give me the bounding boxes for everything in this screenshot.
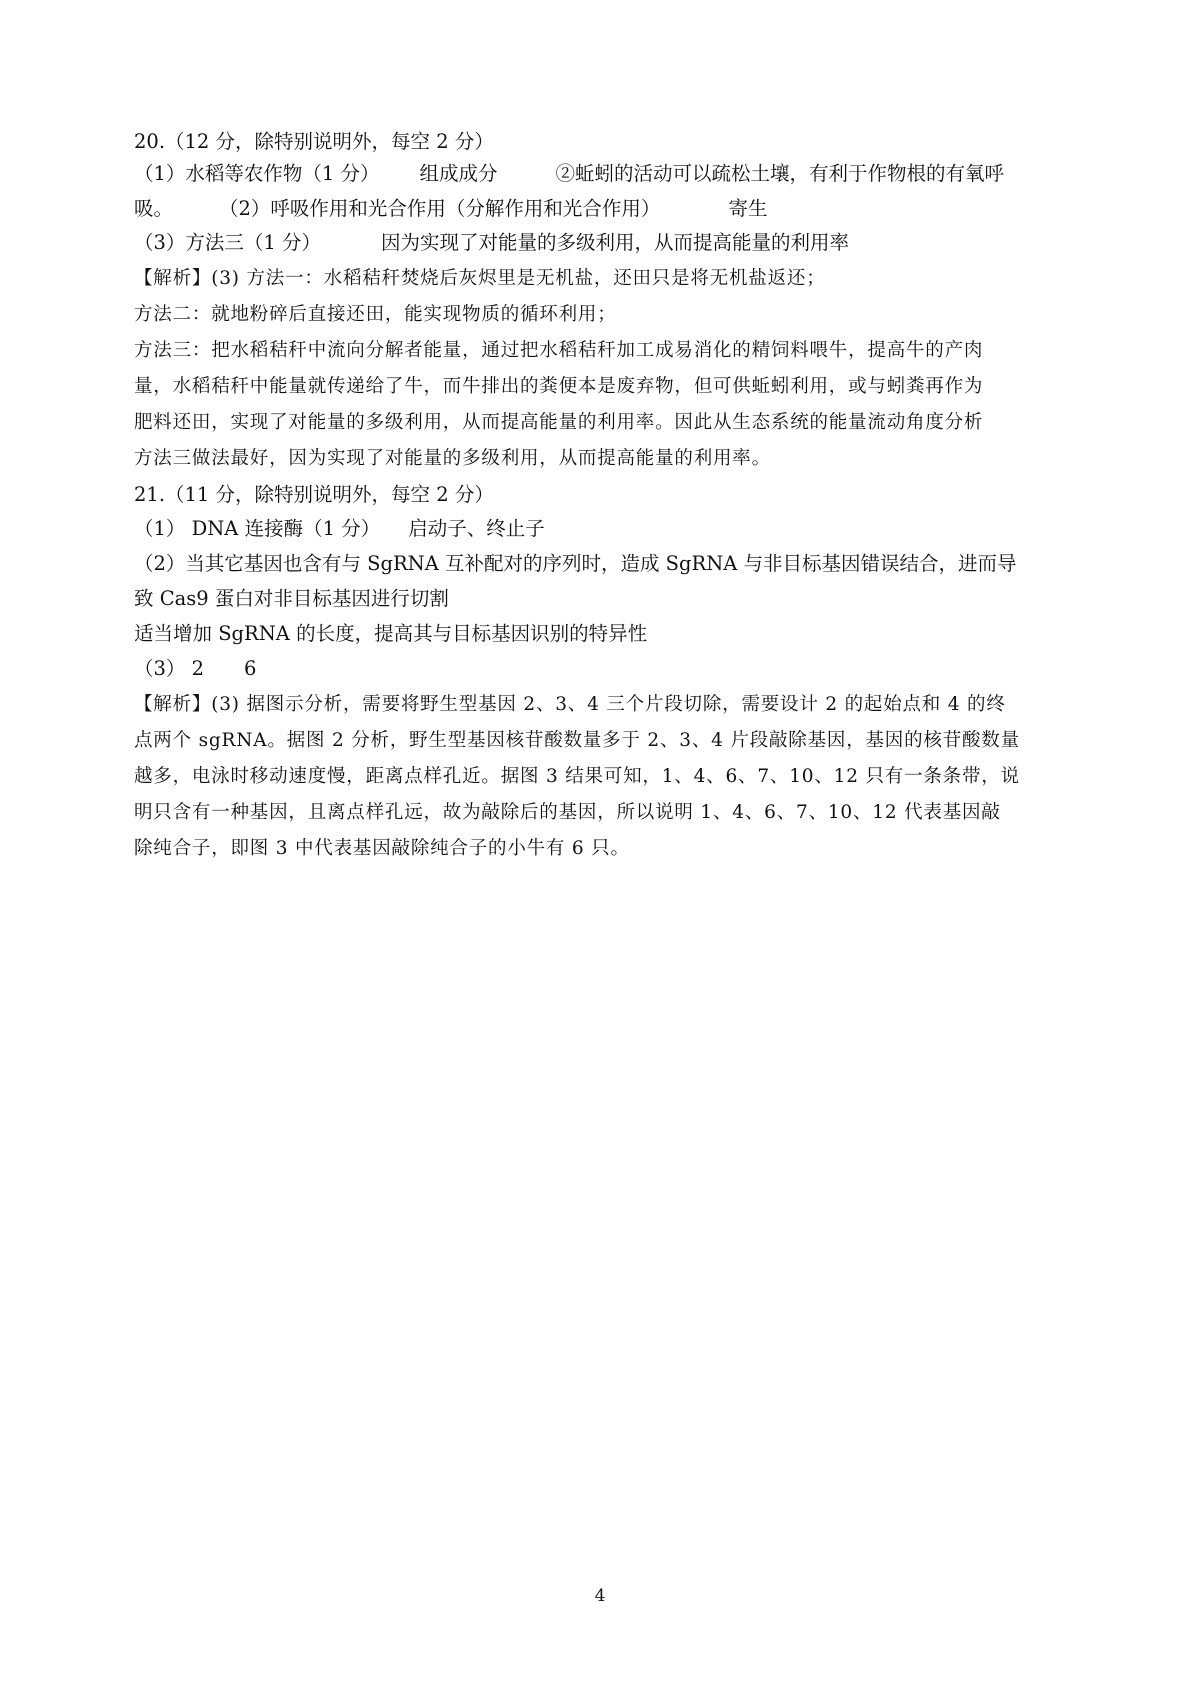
q20-heading: 20.（12 分，除特别说明外，每空 2 分） — [134, 130, 494, 153]
page-number: 4 — [594, 1586, 606, 1606]
q20-analysis-line: 肥料还田，实现了对能量的多级利用，从而提高能量的利用率。因此从生态系统的能量流动角度分析 — [134, 412, 984, 433]
q21-analysis-line: 点两个 sgRNA。据图 2 分析，野生型基因核苷酸数量多于 2、3、4 片段敲除基因，基因的核苷酸数量 — [134, 730, 1020, 751]
q21-analysis-line: 除纯合子，即图 3 中代表基因敲除纯合子的小牛有 6 只。 — [134, 838, 630, 859]
q20-answer-line-3 — [134, 233, 849, 253]
q20-answer-line-2 — [134, 199, 767, 219]
q20-answer-line-1 — [134, 164, 1004, 184]
q20-part3-answer-b: 因为实现了对能量的多级利用，从而提高能量的利用率 — [381, 231, 850, 254]
q21-part2-answer-a: （2）当其它基因也含有与 SgRNA 互补配对的序列时，造成 SgRNA 与非目标基因错误结合，进而导 — [134, 552, 1017, 575]
q21-analysis-line: 越多，电泳时移动速度慢，距离点样孔近。据图 3 结果可知，1、4、6、7、10、12 只有一条条带，说 — [134, 766, 1020, 787]
q21-part1-answer-b: 启动子、终止子 — [408, 517, 545, 540]
q20-part1-answer-c: ②蚯蚓的活动可以疏松土壤，有利于作物根的有氧呼 — [555, 162, 1005, 185]
q20-analysis-line: 方法三：把水稻秸秆中流向分解者能量，通过把水稻秸秆加工成易消化的精饲料喂牛，提高牛的产肉 — [134, 340, 984, 361]
q20-part2-answer-a: （2）呼吸作用和光合作用（分解作用和光合作用） — [219, 197, 661, 220]
q20-part1-answer-d: 吸。 — [134, 197, 174, 220]
q20-analysis-line: 【解析】(3) 方法一：水稻秸秆焚烧后灰烬里是无机盐，还田只是将无机盐返还； — [134, 268, 826, 289]
q21-part1-answer-a: （1） DNA 连接酶（1 分） — [134, 517, 381, 540]
q21-part3-answer-a: （3） 2 — [134, 657, 205, 680]
q20-part1-answer-a: （1）水稻等农作物（1 分） — [134, 162, 380, 185]
q20-analysis-line: 方法二：就地粉碎后直接还田，能实现物质的循环利用； — [134, 304, 617, 325]
q21-analysis-line: 明只含有一种基因，且离点样孔远，故为敲除后的基因，所以说明 1、4、6、7、10、12 代表基因敲 — [134, 802, 1001, 823]
q20-analysis-line: 方法三做法最好，因为实现了对能量的多级利用，从而提高能量的利用率。 — [134, 448, 771, 469]
q20-part3-answer-a: （3）方法三（1 分） — [134, 231, 322, 254]
q21-part2-answer-b: 致 Cas9 蛋白对非目标基因进行切割 — [134, 587, 449, 610]
q20-analysis-line: 量，水稻秸秆中能量就传递给了牛，而牛排出的粪便本是废弃物，但可供蚯蚓利用，或与蚓粪再作为 — [134, 376, 984, 397]
q21-part2-answer-c: 适当增加 SgRNA 的长度，提高其与目标基因识别的特异性 — [134, 622, 648, 645]
q20-part2-answer-b: 寄生 — [728, 197, 768, 220]
q21-part3-answer-b: 6 — [244, 657, 257, 680]
q21-heading: 21.（11 分，除特别说明外，每空 2 分） — [134, 483, 494, 506]
q21-analysis-line: 【解析】(3) 据图示分析，需要将野生型基因 2、3、4 三个片段切除，需要设计 2 的起始点和 4 的终 — [134, 694, 1006, 715]
q20-part1-answer-b: 组成成分 — [419, 162, 498, 185]
q21-answer-line-1 — [134, 519, 545, 539]
q21-answer-line-3 — [134, 659, 256, 679]
